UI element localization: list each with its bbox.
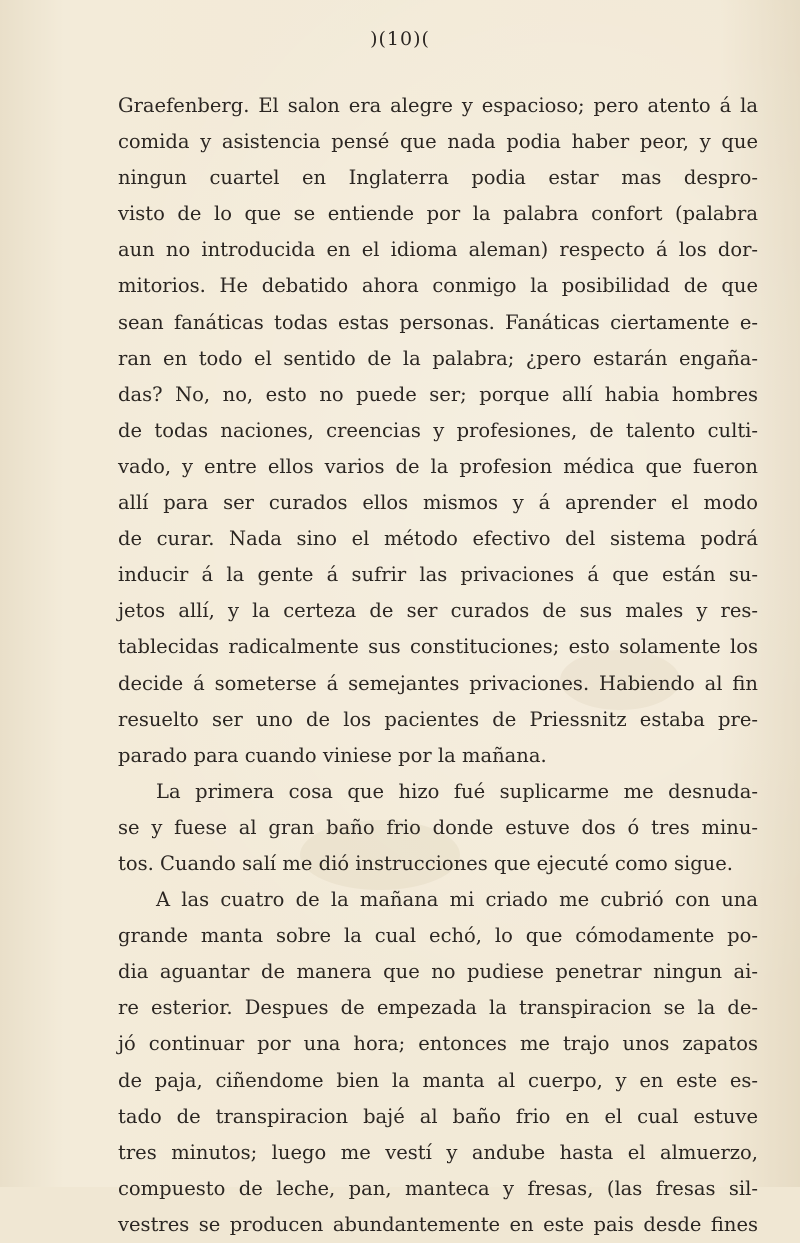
text-line: parado para cuando viniese por la mañana. bbox=[118, 743, 547, 767]
text-line: vestres se producen abundantemente en este pais desde fines bbox=[118, 1212, 758, 1236]
text-line: tado de transpiracion bajé al baño frio en el cual estuve bbox=[118, 1104, 758, 1128]
text-line: mitorios. He debatido ahora conmigo la posibilidad de que bbox=[118, 274, 758, 298]
text-line: allí para ser curados ellos mismos y á aprender el modo bbox=[118, 491, 758, 515]
text-line: dia aguantar de manera que no pudiese penetrar ningun ai- bbox=[118, 960, 758, 984]
text-line: inducir á la gente á sufrir las privaciones á que están su- bbox=[118, 563, 758, 587]
text-line: vado, y entre ellos varios de la profesion médica que fueron bbox=[118, 454, 758, 478]
text-line: tres minutos; luego me vestí y andube hasta el almuerzo, bbox=[118, 1140, 758, 1164]
text-line: das? No, no, esto no puede ser; porque allí habia hombres bbox=[118, 382, 758, 406]
text-line: visto de lo que se entiende por la palabra confort (palabra bbox=[118, 202, 758, 226]
text-line: tos. Cuando salí me dió instrucciones que ejecuté como sigue. bbox=[118, 851, 733, 875]
text-line: compuesto de leche, pan, manteca y fresas, (las fresas sil- bbox=[118, 1176, 758, 1200]
text-line: de todas naciones, creencias y profesiones, de talento culti- bbox=[118, 418, 758, 442]
text-line: de paja, ciñendome bien la manta al cuerpo, y en este es- bbox=[118, 1068, 758, 1092]
text-line: ran en todo el sentido de la palabra; ¿pero estarán engaña- bbox=[118, 346, 758, 370]
text-line: La primera cosa que hizo fué suplicarme me desnuda- bbox=[156, 779, 758, 803]
text-line: se y fuese al gran baño frio donde estuve dos ó tres minu- bbox=[118, 815, 758, 839]
text-line: decide á someterse á semejantes privaciones. Habiendo al fin bbox=[118, 671, 758, 695]
text-line: sean fanáticas todas estas personas. Fanáticas ciertamente e- bbox=[118, 310, 758, 334]
text-line: jetos allí, y la certeza de ser curados de sus males y res- bbox=[118, 599, 758, 623]
text-line: tablecidas radicalmente sus constituciones; esto solamente los bbox=[118, 635, 758, 659]
page-number: )(10)( bbox=[370, 28, 430, 50]
text-line: grande manta sobre la cual echó, lo que cómodamente po- bbox=[118, 924, 758, 948]
text-line: resuelto ser uno de los pacientes de Priessnitz estaba pre- bbox=[118, 707, 758, 731]
text-line: de curar. Nada sino el método efectivo del sistema podrá bbox=[118, 527, 758, 551]
text-line: aun no introducida en el idioma aleman) respecto á los dor- bbox=[118, 238, 758, 262]
text-line: jó continuar por una hora; entonces me trajo unos zapatos bbox=[118, 1032, 758, 1056]
text-line: ningun cuartel en Inglaterra podia estar mas despro- bbox=[118, 166, 758, 190]
body-text bbox=[118, 88, 758, 1243]
text-line: A las cuatro de la mañana mi criado me cubrió con una bbox=[156, 888, 758, 912]
text-line: comida y asistencia pensé que nada podia haber peor, y que bbox=[118, 130, 758, 154]
text-line: re esterior. Despues de empezada la transpiracion se la de- bbox=[118, 996, 758, 1020]
text-line: Graefenberg. El salon era alegre y espacioso; pero atento á la bbox=[118, 94, 758, 117]
